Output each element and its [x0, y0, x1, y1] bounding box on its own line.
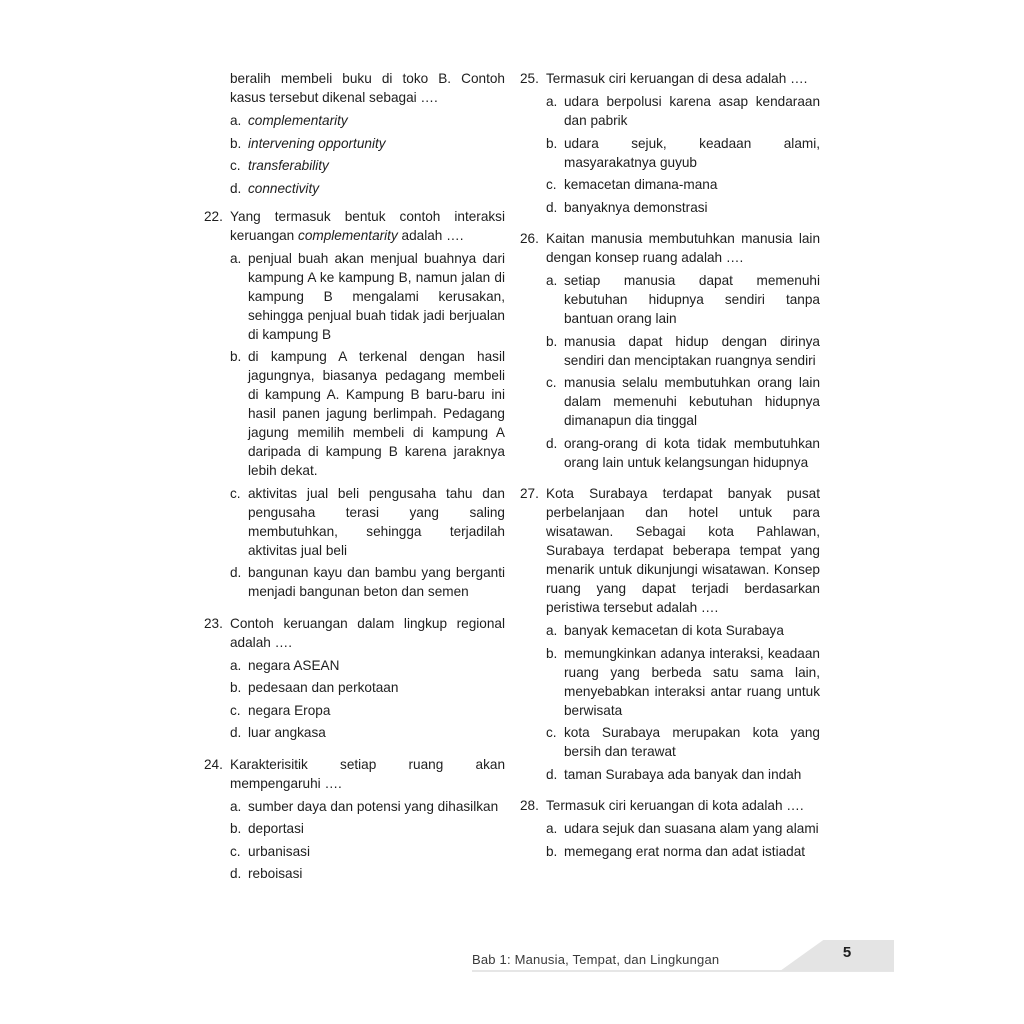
question-26 [520, 229, 820, 475]
question-stem: Karakterisitik setiap ruang akan mempengaruhi …. [230, 756, 505, 791]
option-c: c. transferability [230, 158, 329, 173]
question-number: 28. [520, 798, 539, 813]
option-b: b. deportasi [230, 821, 304, 836]
option-a: a. complementarity [230, 113, 348, 128]
option-c: c. negara Eropa [230, 702, 331, 718]
option-d: d. bangunan kayu dan bambu yang berganti menjadi bangunan beton dan semen [230, 565, 505, 599]
option-b: b. udara sejuk, keadaan alami, masyarakatnya guyub [546, 135, 820, 170]
option-a: a. udara berpolusi karena asap kendaraan dan pabrik [546, 94, 820, 128]
option-a: a. banyak kemacetan di kota Surabaya [546, 623, 784, 638]
option-d: d. taman Surabaya ada banyak dan indah [546, 766, 802, 782]
question-stem: Kaitan manusia membutuhkan manusia lain dengan konsep ruang adalah …. [546, 231, 820, 265]
chapter-title: Bab 1: Manusia, Tempat, dan Lingkungan [472, 952, 720, 967]
option-a: a. sumber daya dan potensi yang dihasilkan [230, 798, 499, 814]
option-d: d. banyaknya demonstrasi [546, 199, 708, 215]
question-stem: Kota Surabaya terdapat banyak pusat perbelanjaan dan hotel untuk para wisatawan. Sebagai kota Pahlawan, Surabaya terdapat beberapa tempat yang menarik untuk dikunjungi wisatawan. Konsep ruang yang dapat terjadi berdasarkan peristiwa tersebut adalah …. [546, 486, 820, 615]
question-number: 24. [204, 756, 223, 772]
option-b: b. manusia dapat hidup dengan dirinya sendiri dan menciptakan ruangnya sendiri [546, 333, 820, 368]
question-22 [204, 207, 505, 605]
question-25 [520, 69, 820, 220]
option-c: c. aktivitas jual beli pengusaha tahu dan pengusaha terasi yang saling membutuhkan, sehingga terjadilah aktivitas jual beli [230, 485, 505, 558]
option-a: a. penjual buah akan menjual buahnya dari kampung A ke kampung B, namun jalan di kampung B mengalami kerusakan, sehingga penjual buah tidak jadi berjualan di kampung B [230, 250, 505, 342]
right-column [520, 69, 820, 873]
option-a: a. udara sejuk dan suasana alam yang alami [546, 821, 819, 836]
question-stem: Yang termasuk bentuk contoh interaksi keruangan complementarity adalah …. [230, 208, 505, 243]
question-number: 26. [520, 231, 539, 246]
option-c: c. urbanisasi [230, 843, 310, 859]
option-b: b. memungkinkan adanya interaksi, keadaan ruang yang berbeda satu sama lain, menyebabkan interaksi antar ruang untuk berwisata [546, 645, 820, 718]
option-b: b. memegang erat norma dan adat istiadat [546, 843, 806, 859]
question-21-continuation [230, 69, 505, 198]
option-b: b. intervening opportunity [230, 135, 386, 151]
question-number: 22. [204, 208, 223, 224]
question-23 [204, 614, 505, 746]
question-number: 23. [204, 615, 223, 631]
option-c: c. manusia selalu membutuhkan orang lain dalam memenuhi kebutuhan hidupnya dimanapun dia tinggal [546, 375, 820, 428]
option-a: a. negara ASEAN [230, 657, 340, 673]
question-27 [520, 484, 820, 787]
question-stem: Termasuk ciri keruangan di kota adalah …. [546, 798, 804, 813]
question-24 [204, 755, 505, 887]
option-d: d. orang-orang di kota tidak membutuhkan orang lain untuk kelangsungan hidupnya [546, 435, 820, 470]
question-number: 27. [520, 486, 539, 501]
question-stem: beralih membeli buku di toko B. Contoh kasus tersebut dikenal sebagai …. [230, 71, 505, 105]
left-column [204, 69, 505, 896]
question-28 [520, 796, 820, 864]
option-b: b. pedesaan dan perkotaan [230, 680, 399, 695]
page-number: 5 [842, 944, 852, 961]
option-a: a. setiap manusia dapat memenuhi kebutuhan hidupnya sendiri tanpa bantuan orang lain [546, 273, 820, 326]
question-number: 25. [520, 71, 539, 86]
question-stem: Contoh keruangan dalam lingkup regional adalah …. [230, 615, 505, 650]
option-c: c. kemacetan dimana-mana [546, 177, 718, 192]
option-b: b. di kampung A terkenal dengan hasil jagungnya, biasanya pedagang membeli di kampung A. Kampung B baru-baru ini hasil panen jagung berlimpah. Pedagang jagung memilih membeli di kampung A daripada di kampung B karena jaraknya lebih dekat. [230, 349, 505, 478]
option-c: c. kota Surabaya merupakan kota yang bersih dan terawat [546, 725, 820, 759]
option-d: d. luar angkasa [230, 725, 326, 740]
option-d: d. connectivity [230, 180, 320, 196]
question-stem: Termasuk ciri keruangan di desa adalah …. [546, 71, 808, 86]
option-d: d. reboisasi [230, 866, 303, 881]
